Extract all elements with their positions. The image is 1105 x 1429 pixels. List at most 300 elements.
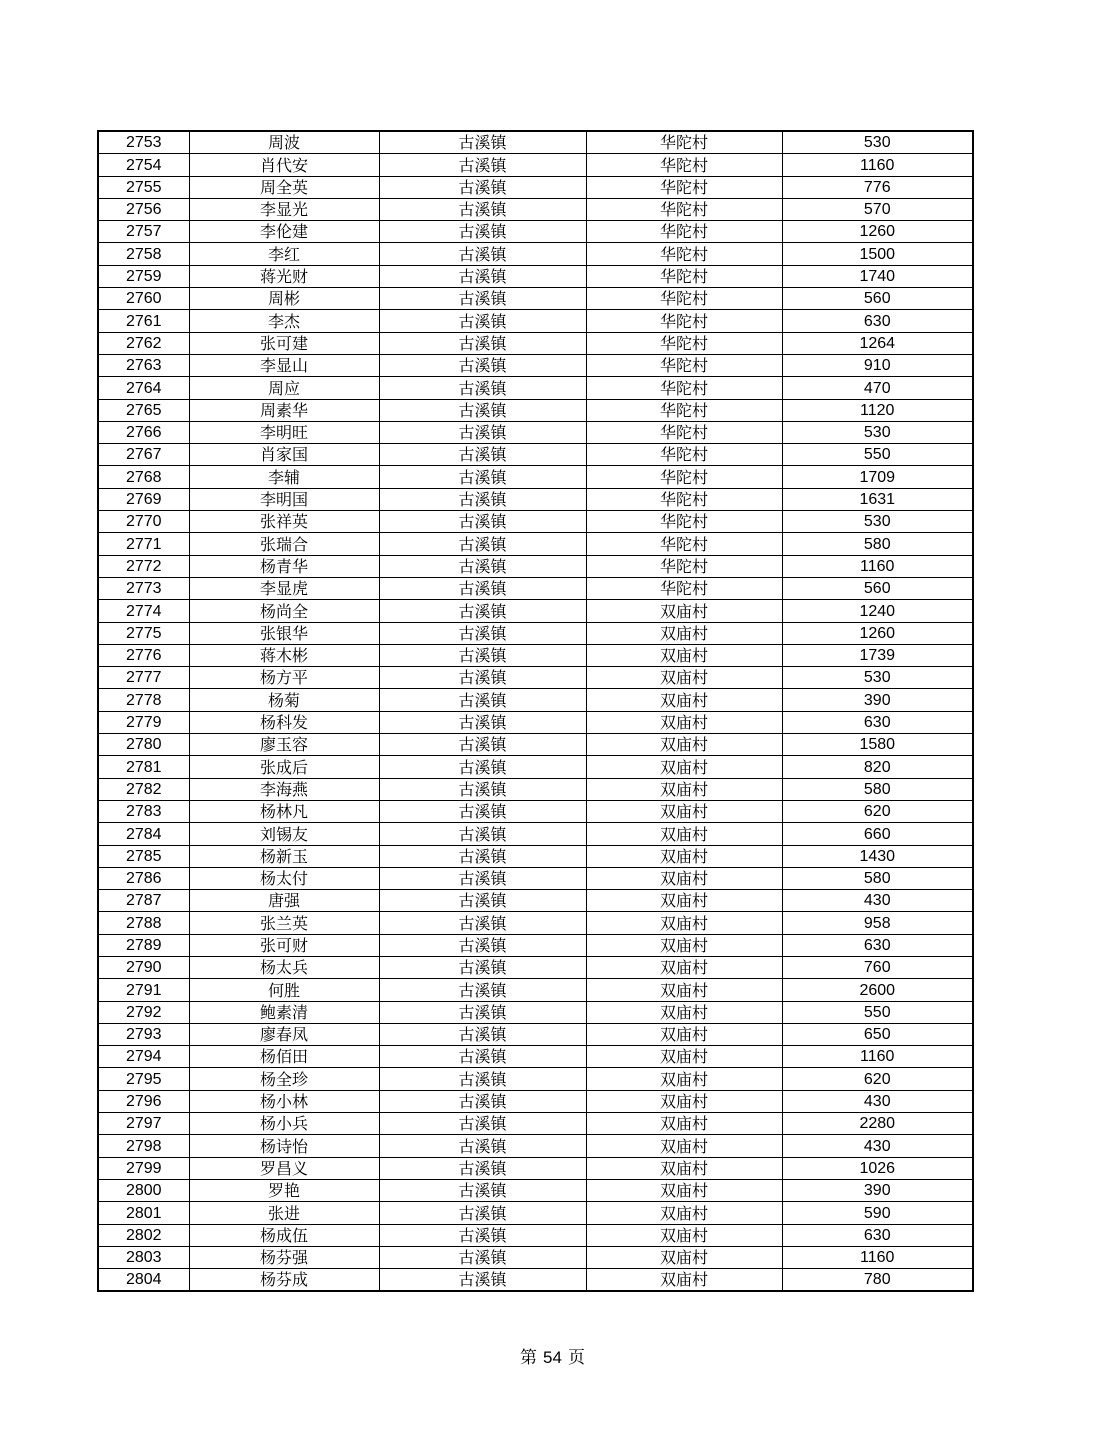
cell-id: 2757 — [98, 221, 189, 243]
cell-village: 华陀村 — [586, 131, 782, 154]
cell-name: 杨全珍 — [189, 1068, 379, 1090]
table-row — [98, 466, 973, 488]
cell-amount: 430 — [782, 1135, 973, 1157]
cell-id: 2754 — [98, 154, 189, 176]
cell-amount: 1430 — [782, 845, 973, 867]
cell-town: 古溪镇 — [379, 956, 586, 978]
cell-name: 杨芬强 — [189, 1246, 379, 1268]
cell-name: 杨诗怡 — [189, 1135, 379, 1157]
cell-amount: 1260 — [782, 221, 973, 243]
cell-village: 双庙村 — [586, 1023, 782, 1045]
cell-town: 古溪镇 — [379, 399, 586, 421]
cell-town: 古溪镇 — [379, 912, 586, 934]
cell-name: 鲍素清 — [189, 1001, 379, 1023]
cell-name: 刘锡友 — [189, 823, 379, 845]
cell-town: 古溪镇 — [379, 1113, 586, 1135]
cell-town: 古溪镇 — [379, 511, 586, 533]
cell-village: 双庙村 — [586, 1135, 782, 1157]
cell-town: 古溪镇 — [379, 1246, 586, 1268]
cell-village: 双庙村 — [586, 890, 782, 912]
cell-amount: 776 — [782, 176, 973, 198]
cell-name: 杨新玉 — [189, 845, 379, 867]
cell-town: 古溪镇 — [379, 332, 586, 354]
cell-name: 杨小林 — [189, 1090, 379, 1112]
cell-town: 古溪镇 — [379, 756, 586, 778]
cell-id: 2798 — [98, 1135, 189, 1157]
cell-id: 2795 — [98, 1068, 189, 1090]
cell-name: 李杰 — [189, 310, 379, 332]
cell-amount: 620 — [782, 1068, 973, 1090]
cell-village: 双庙村 — [586, 667, 782, 689]
cell-name: 杨佰田 — [189, 1046, 379, 1068]
cell-amount: 1240 — [782, 600, 973, 622]
cell-town: 古溪镇 — [379, 1023, 586, 1045]
cell-name: 杨芬成 — [189, 1269, 379, 1292]
cell-town: 古溪镇 — [379, 533, 586, 555]
cell-amount: 1631 — [782, 488, 973, 510]
table-row — [98, 198, 973, 220]
table-row — [98, 1135, 973, 1157]
cell-name: 李明旺 — [189, 421, 379, 443]
cell-town: 古溪镇 — [379, 377, 586, 399]
cell-village: 双庙村 — [586, 823, 782, 845]
table-row — [98, 176, 973, 198]
cell-village: 华陀村 — [586, 444, 782, 466]
cell-name: 张瑞合 — [189, 533, 379, 555]
table-row — [98, 867, 973, 889]
cell-amount: 430 — [782, 1090, 973, 1112]
cell-id: 2796 — [98, 1090, 189, 1112]
cell-village: 华陀村 — [586, 555, 782, 577]
table-row — [98, 667, 973, 689]
cell-name: 张可财 — [189, 934, 379, 956]
cell-town: 古溪镇 — [379, 243, 586, 265]
cell-village: 双庙村 — [586, 1090, 782, 1112]
cell-village: 双庙村 — [586, 689, 782, 711]
cell-name: 杨菊 — [189, 689, 379, 711]
cell-amount: 1120 — [782, 399, 973, 421]
cell-amount: 630 — [782, 1224, 973, 1246]
cell-id: 2761 — [98, 310, 189, 332]
cell-amount: 958 — [782, 912, 973, 934]
cell-name: 罗昌义 — [189, 1157, 379, 1179]
cell-id: 2793 — [98, 1023, 189, 1045]
cell-amount: 760 — [782, 956, 973, 978]
cell-village: 华陀村 — [586, 288, 782, 310]
table-row — [98, 488, 973, 510]
cell-village: 华陀村 — [586, 265, 782, 287]
table-row — [98, 533, 973, 555]
cell-id: 2797 — [98, 1113, 189, 1135]
cell-village: 双庙村 — [586, 867, 782, 889]
cell-id: 2800 — [98, 1179, 189, 1201]
cell-id: 2770 — [98, 511, 189, 533]
table-body — [98, 131, 973, 1291]
cell-amount: 650 — [782, 1023, 973, 1045]
cell-name: 廖玉容 — [189, 734, 379, 756]
cell-id: 2760 — [98, 288, 189, 310]
cell-amount: 1160 — [782, 1246, 973, 1268]
cell-id: 2781 — [98, 756, 189, 778]
cell-town: 古溪镇 — [379, 488, 586, 510]
table-row — [98, 243, 973, 265]
cell-village: 华陀村 — [586, 310, 782, 332]
cell-village: 双庙村 — [586, 711, 782, 733]
cell-id: 2773 — [98, 577, 189, 599]
cell-village: 华陀村 — [586, 399, 782, 421]
table-row — [98, 1202, 973, 1224]
cell-name: 张成后 — [189, 756, 379, 778]
cell-amount: 620 — [782, 800, 973, 822]
cell-town: 古溪镇 — [379, 689, 586, 711]
footer-prefix: 第 — [520, 1348, 538, 1368]
cell-id: 2777 — [98, 667, 189, 689]
table-row — [98, 577, 973, 599]
cell-village: 双庙村 — [586, 1046, 782, 1068]
cell-amount: 550 — [782, 1001, 973, 1023]
cell-name: 蒋光财 — [189, 265, 379, 287]
cell-village: 双庙村 — [586, 1269, 782, 1292]
cell-town: 古溪镇 — [379, 934, 586, 956]
cell-name: 何胜 — [189, 979, 379, 1001]
cell-id: 2794 — [98, 1046, 189, 1068]
cell-village: 双庙村 — [586, 1068, 782, 1090]
cell-town: 古溪镇 — [379, 979, 586, 1001]
cell-village: 双庙村 — [586, 756, 782, 778]
cell-name: 张进 — [189, 1202, 379, 1224]
cell-amount: 1500 — [782, 243, 973, 265]
cell-amount: 470 — [782, 377, 973, 399]
cell-amount: 1260 — [782, 622, 973, 644]
cell-name: 周全英 — [189, 176, 379, 198]
cell-id: 2791 — [98, 979, 189, 1001]
cell-village: 双庙村 — [586, 1246, 782, 1268]
data-table — [97, 130, 974, 1292]
cell-town: 古溪镇 — [379, 734, 586, 756]
table-row — [98, 131, 973, 154]
cell-id: 2767 — [98, 444, 189, 466]
cell-village: 双庙村 — [586, 800, 782, 822]
cell-village: 双庙村 — [586, 644, 782, 666]
cell-town: 古溪镇 — [379, 1068, 586, 1090]
cell-id: 2763 — [98, 354, 189, 376]
cell-amount: 550 — [782, 444, 973, 466]
cell-village: 华陀村 — [586, 332, 782, 354]
cell-id: 2753 — [98, 131, 189, 154]
cell-amount: 570 — [782, 198, 973, 220]
cell-amount: 630 — [782, 711, 973, 733]
cell-name: 张可建 — [189, 332, 379, 354]
cell-name: 李海燕 — [189, 778, 379, 800]
cell-name: 张祥英 — [189, 511, 379, 533]
cell-id: 2778 — [98, 689, 189, 711]
table-row — [98, 890, 973, 912]
cell-name: 李明国 — [189, 488, 379, 510]
cell-name: 张银华 — [189, 622, 379, 644]
cell-amount: 1740 — [782, 265, 973, 287]
cell-village: 双庙村 — [586, 734, 782, 756]
cell-name: 肖家国 — [189, 444, 379, 466]
table-row — [98, 934, 973, 956]
table-row — [98, 1001, 973, 1023]
cell-amount: 590 — [782, 1202, 973, 1224]
cell-id: 2775 — [98, 622, 189, 644]
cell-town: 古溪镇 — [379, 265, 586, 287]
cell-town: 古溪镇 — [379, 1090, 586, 1112]
cell-amount: 2600 — [782, 979, 973, 1001]
cell-amount: 630 — [782, 310, 973, 332]
cell-village: 双庙村 — [586, 1179, 782, 1201]
cell-id: 2764 — [98, 377, 189, 399]
cell-id: 2755 — [98, 176, 189, 198]
cell-id: 2780 — [98, 734, 189, 756]
cell-name: 李红 — [189, 243, 379, 265]
cell-amount: 630 — [782, 934, 973, 956]
cell-amount: 430 — [782, 890, 973, 912]
table-row — [98, 1046, 973, 1068]
cell-name: 杨青华 — [189, 555, 379, 577]
cell-name: 杨尚全 — [189, 600, 379, 622]
table-row — [98, 332, 973, 354]
cell-amount: 660 — [782, 823, 973, 845]
cell-amount: 2280 — [782, 1113, 973, 1135]
cell-town: 古溪镇 — [379, 1135, 586, 1157]
cell-name: 周素华 — [189, 399, 379, 421]
cell-id: 2771 — [98, 533, 189, 555]
cell-name: 蒋木彬 — [189, 644, 379, 666]
table-row — [98, 912, 973, 934]
cell-id: 2759 — [98, 265, 189, 287]
cell-id: 2774 — [98, 600, 189, 622]
table-row — [98, 399, 973, 421]
cell-amount: 530 — [782, 511, 973, 533]
cell-amount: 1160 — [782, 1046, 973, 1068]
cell-id: 2776 — [98, 644, 189, 666]
cell-amount: 910 — [782, 354, 973, 376]
cell-id: 2758 — [98, 243, 189, 265]
cell-name: 肖代安 — [189, 154, 379, 176]
cell-name: 李辅 — [189, 466, 379, 488]
cell-amount: 560 — [782, 288, 973, 310]
cell-village: 双庙村 — [586, 1224, 782, 1246]
page-number: 54 — [543, 1348, 562, 1367]
cell-name: 周应 — [189, 377, 379, 399]
cell-id: 2788 — [98, 912, 189, 934]
cell-amount: 1160 — [782, 154, 973, 176]
cell-amount: 1580 — [782, 734, 973, 756]
cell-village: 华陀村 — [586, 354, 782, 376]
cell-name: 杨小兵 — [189, 1113, 379, 1135]
cell-town: 古溪镇 — [379, 1001, 586, 1023]
table-row — [98, 555, 973, 577]
cell-name: 杨太兵 — [189, 956, 379, 978]
table-row — [98, 1090, 973, 1112]
cell-amount: 780 — [782, 1269, 973, 1292]
cell-amount: 530 — [782, 421, 973, 443]
table-row — [98, 288, 973, 310]
cell-town: 古溪镇 — [379, 600, 586, 622]
table-row — [98, 622, 973, 644]
cell-village: 双庙村 — [586, 1001, 782, 1023]
cell-amount: 390 — [782, 689, 973, 711]
cell-name: 李显山 — [189, 354, 379, 376]
table-row — [98, 800, 973, 822]
cell-name: 杨科发 — [189, 711, 379, 733]
cell-id: 2802 — [98, 1224, 189, 1246]
cell-amount: 580 — [782, 867, 973, 889]
cell-amount: 390 — [782, 1179, 973, 1201]
cell-village: 双庙村 — [586, 778, 782, 800]
cell-id: 2779 — [98, 711, 189, 733]
cell-id: 2801 — [98, 1202, 189, 1224]
cell-name: 李伦建 — [189, 221, 379, 243]
cell-id: 2756 — [98, 198, 189, 220]
cell-town: 古溪镇 — [379, 845, 586, 867]
table-row — [98, 265, 973, 287]
cell-town: 古溪镇 — [379, 1046, 586, 1068]
footer-suffix: 页 — [567, 1348, 585, 1368]
cell-village: 双庙村 — [586, 622, 782, 644]
cell-town: 古溪镇 — [379, 466, 586, 488]
cell-town: 古溪镇 — [379, 644, 586, 666]
cell-town: 古溪镇 — [379, 1224, 586, 1246]
cell-village: 双庙村 — [586, 912, 782, 934]
cell-village: 双庙村 — [586, 1202, 782, 1224]
cell-village: 华陀村 — [586, 421, 782, 443]
cell-id: 2782 — [98, 778, 189, 800]
cell-town: 古溪镇 — [379, 823, 586, 845]
cell-village: 双庙村 — [586, 845, 782, 867]
cell-village: 双庙村 — [586, 1113, 782, 1135]
cell-name: 罗艳 — [189, 1179, 379, 1201]
cell-amount: 1160 — [782, 555, 973, 577]
cell-name: 李显虎 — [189, 577, 379, 599]
cell-village: 华陀村 — [586, 243, 782, 265]
cell-village: 华陀村 — [586, 577, 782, 599]
cell-town: 古溪镇 — [379, 288, 586, 310]
cell-id: 2762 — [98, 332, 189, 354]
cell-town: 古溪镇 — [379, 800, 586, 822]
cell-id: 2804 — [98, 1269, 189, 1292]
table-row — [98, 1269, 973, 1292]
cell-village: 双庙村 — [586, 600, 782, 622]
cell-id: 2799 — [98, 1157, 189, 1179]
cell-town: 古溪镇 — [379, 711, 586, 733]
cell-id: 2803 — [98, 1246, 189, 1268]
cell-name: 杨林凡 — [189, 800, 379, 822]
cell-id: 2792 — [98, 1001, 189, 1023]
table-row — [98, 1246, 973, 1268]
cell-name: 廖春凤 — [189, 1023, 379, 1045]
cell-town: 古溪镇 — [379, 444, 586, 466]
table-row — [98, 823, 973, 845]
cell-village: 双庙村 — [586, 956, 782, 978]
cell-town: 古溪镇 — [379, 131, 586, 154]
cell-town: 古溪镇 — [379, 867, 586, 889]
cell-town: 古溪镇 — [379, 555, 586, 577]
table-row — [98, 756, 973, 778]
table-row — [98, 377, 973, 399]
cell-village: 华陀村 — [586, 377, 782, 399]
table-row — [98, 1224, 973, 1246]
cell-name: 李显光 — [189, 198, 379, 220]
cell-id: 2768 — [98, 466, 189, 488]
table-row — [98, 600, 973, 622]
table-row — [98, 1023, 973, 1045]
cell-id: 2786 — [98, 867, 189, 889]
table-row — [98, 354, 973, 376]
cell-village: 华陀村 — [586, 176, 782, 198]
table-row — [98, 845, 973, 867]
table-row — [98, 956, 973, 978]
cell-amount: 530 — [782, 667, 973, 689]
table-row — [98, 734, 973, 756]
cell-amount: 820 — [782, 756, 973, 778]
cell-amount: 1709 — [782, 466, 973, 488]
cell-village: 双庙村 — [586, 934, 782, 956]
cell-amount: 580 — [782, 533, 973, 555]
cell-village: 双庙村 — [586, 979, 782, 1001]
table-row — [98, 1068, 973, 1090]
cell-id: 2769 — [98, 488, 189, 510]
table-row — [98, 1179, 973, 1201]
cell-village: 双庙村 — [586, 1157, 782, 1179]
table-row — [98, 444, 973, 466]
cell-name: 杨方平 — [189, 667, 379, 689]
table-row — [98, 1157, 973, 1179]
cell-name: 杨成伍 — [189, 1224, 379, 1246]
cell-town: 古溪镇 — [379, 667, 586, 689]
cell-town: 古溪镇 — [379, 310, 586, 332]
cell-id: 2790 — [98, 956, 189, 978]
cell-village: 华陀村 — [586, 533, 782, 555]
cell-village: 华陀村 — [586, 466, 782, 488]
cell-name: 唐强 — [189, 890, 379, 912]
table-row — [98, 778, 973, 800]
cell-town: 古溪镇 — [379, 890, 586, 912]
table-row — [98, 310, 973, 332]
cell-town: 古溪镇 — [379, 176, 586, 198]
table-row — [98, 221, 973, 243]
cell-name: 周彬 — [189, 288, 379, 310]
table-row — [98, 511, 973, 533]
cell-amount: 1739 — [782, 644, 973, 666]
page-footer — [0, 1343, 1105, 1368]
cell-town: 古溪镇 — [379, 1157, 586, 1179]
cell-name: 杨太付 — [189, 867, 379, 889]
cell-amount: 530 — [782, 131, 973, 154]
table-row — [98, 644, 973, 666]
cell-id: 2787 — [98, 890, 189, 912]
table-row — [98, 711, 973, 733]
table-row — [98, 1113, 973, 1135]
cell-village: 华陀村 — [586, 511, 782, 533]
cell-amount: 1264 — [782, 332, 973, 354]
cell-id: 2783 — [98, 800, 189, 822]
cell-town: 古溪镇 — [379, 778, 586, 800]
cell-id: 2765 — [98, 399, 189, 421]
cell-town: 古溪镇 — [379, 198, 586, 220]
cell-town: 古溪镇 — [379, 1202, 586, 1224]
cell-town: 古溪镇 — [379, 221, 586, 243]
cell-town: 古溪镇 — [379, 1179, 586, 1201]
cell-id: 2784 — [98, 823, 189, 845]
cell-name: 张兰英 — [189, 912, 379, 934]
cell-id: 2789 — [98, 934, 189, 956]
cell-town: 古溪镇 — [379, 622, 586, 644]
table-row — [98, 689, 973, 711]
cell-village: 华陀村 — [586, 488, 782, 510]
